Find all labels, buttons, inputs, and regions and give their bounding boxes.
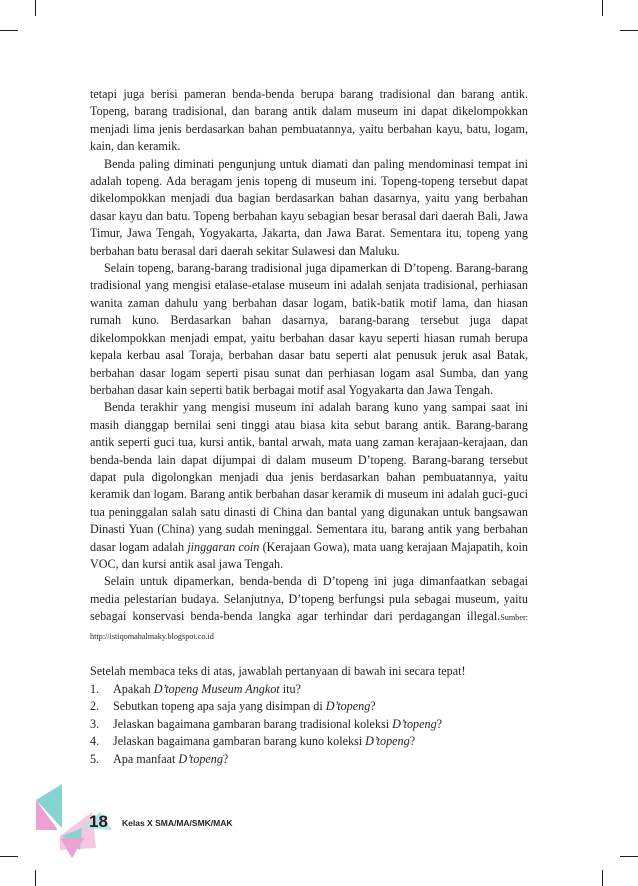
question-number: 4. bbox=[90, 734, 100, 749]
question-text-part: Jelaskan bagaimana gambaran barang kuno koleksi bbox=[113, 734, 366, 749]
paragraph bbox=[90, 156, 528, 260]
book-title: Kelas X SMA/MA/SMK/MAK bbox=[122, 818, 233, 828]
question-text-part: ? bbox=[370, 699, 376, 714]
question-item bbox=[90, 681, 528, 699]
question-number: 5. bbox=[90, 751, 100, 766]
question-number: 2. bbox=[90, 699, 100, 714]
page-number: 18 bbox=[89, 812, 108, 831]
question-text bbox=[113, 698, 376, 716]
crop-mark bbox=[602, 0, 603, 16]
paragraph-text: Benda terakhir yang mengisi museum ini adalah barang kuno yang sampai saat ini masih dianggap bernilai seni tinggi atau biasa kita sebut barang antik. Barang-barang antik seperti guci tua, kursi antik, bantal arwah, mata uang zaman kerajaan-kerajaan, dan benda-benda lain dapat dijumpai di dalam museum D’topeng. Barang-barang tersebut dapat pula digolongkan menjadi dua jenis berdasarkan bahan pembuatannya, yaitu keramik dan logam. Barang antik berbahan dasar keramik di museum ini adalah guci-guci tua peninggalan salah satu dinasti di China dan bantal yang digunakan untuk bangsawan Dinasti Yuan (China) yang sudah meninggal. Sementara itu, barang antik yang berbahan dasar logam adalah bbox=[90, 400, 528, 554]
question-item bbox=[90, 698, 528, 716]
italic-text: D’topeng bbox=[178, 751, 223, 766]
question-item bbox=[90, 716, 528, 734]
question-text-part: Apakah bbox=[113, 681, 154, 696]
question-text-part: Sebutkan topeng apa saja yang disimpan di bbox=[113, 699, 326, 714]
question-text-part: ? bbox=[222, 751, 229, 766]
question-text bbox=[113, 733, 415, 751]
source-citation: Sumber: http://istiqomahalmaky.blogspot.co.id bbox=[90, 613, 528, 641]
question-text-part: itu? bbox=[279, 681, 301, 696]
paragraph bbox=[90, 399, 528, 573]
question-text-part: ? bbox=[409, 734, 416, 749]
paragraph-text: tetapi juga berisi pameran benda-benda berupa barang tradisional dan barang antik. Topeng, barang tradisional, dan barang antik dalam museum ini dapat dikelompokkan menjadi lima jenis berdasarkan bahan pembuatannya, yaitu berbahan kayu, batu, logam, kain, dan keramik. bbox=[90, 87, 528, 154]
paragraph bbox=[90, 260, 528, 399]
crop-mark bbox=[620, 30, 638, 31]
footer-decoration bbox=[0, 0, 140, 886]
article-body bbox=[90, 86, 528, 645]
paragraph-text: Selain topeng, barang-barang tradisional juga dipamerkan di D’topeng. Barang-barang tradisional yang mengisi etalase-etalase museum ini adalah senjata tradisional, perhiasan wanita zaman dahulu yang berbahan dasar logam, batik-batik motif lama, dan hiasan rumah kuno. Berdasarkan bahan dasarnya, barang-barang tersebut juga dapat dikelompokkan menjadi empat, yaitu berbahan dasar kayu seperti hiasan rumah berupa kepala kerbau asal Toraja, berbahan dasar batu seperti alat penusuk jeruk asal Batak, berbahan dasar logam seperti pisau sunat dan perhiasan logam asal Sumba, dan yang berbahan dasar kain seperti batik berbagai motif asal Yogyakarta dan Jawa Tengah. bbox=[90, 261, 528, 397]
italic-text: D’topeng Museum Angkot bbox=[153, 681, 280, 696]
question-number: 3. bbox=[90, 716, 100, 731]
question-text-part: Apa manfaat bbox=[113, 751, 179, 766]
italic-text: D’topeng bbox=[325, 699, 371, 714]
crop-mark bbox=[602, 870, 603, 886]
question-text-part: Jelaskan bagaimana gambaran barang tradisional koleksi bbox=[113, 716, 393, 731]
question-text bbox=[113, 716, 442, 734]
paragraph-text: Selain untuk dipamerkan, benda-benda di D’topeng ini juga dimanfaatkan sebagai media pelestarian budaya. Selanjutnya, D’topeng berfungsi pula sebagai museum, yaitu sebagai konservasi benda-benda langka agar terhindar dari perdagangan illegal. bbox=[90, 574, 528, 624]
main-text bbox=[90, 86, 528, 769]
paragraph bbox=[90, 573, 528, 645]
question-item bbox=[90, 751, 528, 769]
question-list bbox=[90, 681, 528, 769]
questions-intro: Setelah membaca teks di atas, jawablah pertanyaan di bawah ini secara tepat! bbox=[90, 664, 466, 678]
paragraph-text: (Kerajaan Gowa), mata uang kerajaan Majapatih, koin VOC, dan kursi antik asal jawa Tengah. bbox=[90, 539, 528, 571]
question-number: 1. bbox=[90, 681, 100, 696]
italic-text: jinggaran coin bbox=[187, 539, 260, 554]
paragraph-text: Benda paling diminati pengunjung untuk diamati dan paling mendominasi tempat ini adalah topeng. Ada beragam jenis topeng di museum ini. Topeng-topeng tersebut dapat dikelompokkan menjadi dua bagian berdasarkan bahan dasarnya, yaitu yang berbahan dasar kayu dan batu. Topeng berbahan kayu sebagian besar berasal dari daerah Bali, Jawa Timur, Jawa Tengah, Yogyakarta, Jakarta, dan Jawa Barat. Sementara itu, topeng yang berbahan batu berasal dari daerah sekitar Sulawesi dan Maluku. bbox=[90, 156, 528, 258]
question-item bbox=[90, 733, 528, 751]
italic-text: D’topeng bbox=[392, 716, 437, 731]
question-text bbox=[113, 681, 301, 699]
italic-text: D’topeng bbox=[365, 734, 410, 749]
question-text-part: ? bbox=[436, 716, 443, 731]
crop-mark bbox=[620, 856, 638, 857]
paragraph bbox=[90, 86, 528, 156]
